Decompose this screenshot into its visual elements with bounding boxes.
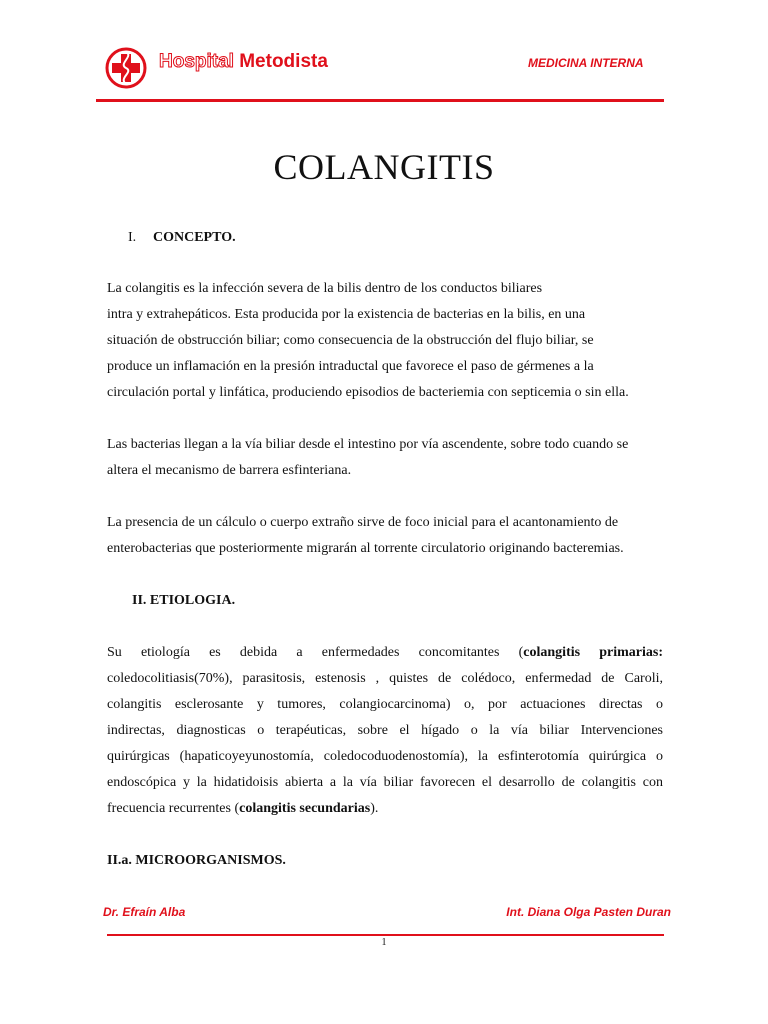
text-line: coledocolitiasis(70%), parasitosis, estenosis , quistes de colédoco, enfermedad de Caroli, [107,671,663,686]
logo-word-hospital: Hospital [159,51,234,72]
bold-term: colangitis primarias: [523,645,663,660]
text-line [107,796,663,822]
paragraph-etiologia [107,640,663,822]
paragraph-concepto-3 [107,510,663,562]
text-line: enterobacterias que posteriormente migrarán al torrente circulatorio originando bacteremias. [107,541,624,556]
text-line: situación de obstrucción biliar; como consecuencia de la obstrucción del flujo biliar, se [107,333,594,348]
footer-rule [107,934,664,936]
page-number: 1 [381,937,387,948]
paragraph-concepto-1 [107,276,663,406]
text-line: circulación portal y linfática, produciendo episodios de bacteriemia con septicemia o sin ella. [107,385,629,400]
logo-word-metodista: Metodista [239,51,328,72]
section-heading-microorganismos: II.a. MICROORGANISMOS. [107,853,286,868]
section-number: I. [128,230,137,245]
logo-text [159,51,328,73]
text-line: colangitis esclerosante y tumores, colangiocarcinoma) o, por actuaciones directas o [107,697,663,712]
section-heading-etiologia: II. ETIOLOGIA. [132,593,236,608]
text-line: altera el mecanismo de barrera esfinteriana. [107,463,352,478]
text-line: endoscópica y la hidatidoisis abierta a la vía biliar favorecen el desarrollo de colangitis con [107,775,663,790]
bold-term: colangitis secundarias [239,801,371,816]
text-line: indirectas, diagnosticas o terapéuticas, sobre el hígado o la vía biliar Intervenciones [107,723,663,738]
paragraph-concepto-2 [107,432,663,484]
header-rule [96,99,664,102]
text-line: quirúrgicas (hapaticoyeyunostomía, coledocoduodenostomía), la esfinterotomía quirúrgica o [107,749,663,764]
department-label: MEDICINA INTERNA [528,56,644,70]
text-line: La presencia de un cálculo o cuerpo extraño sirve de foco inicial para el acantonamiento de [107,515,619,530]
footer-author-right: Int. Diana Olga Pasten Duran [506,905,671,919]
text-line: produce un inflamación en la presión intraductal que favorece el paso de gérmenes a la [107,359,594,374]
footer-author-left: Dr. Efraín Alba [103,905,186,919]
page-title: COLANGITIS [273,147,495,187]
text-line: Las bacterias llegan a la vía biliar desde el intestino por vía ascendente, sobre todo cuando se [107,437,629,452]
text-span: frecuencia recurrentes ( [107,801,240,816]
text-span: Su etiología es debida a enfermedades concomitantes ( [107,645,524,660]
text-span: ). [370,801,379,816]
text-line: La colangitis es la infección severa de la bilis dentro de los conductos biliares [107,281,543,296]
text-line: intra y extrahepáticos. Esta producida por la existencia de bacterias en la bilis, en una [107,307,586,322]
red-cross-icon [104,46,156,90]
section-heading-concepto: CONCEPTO. [153,230,236,245]
text-line [107,640,663,666]
